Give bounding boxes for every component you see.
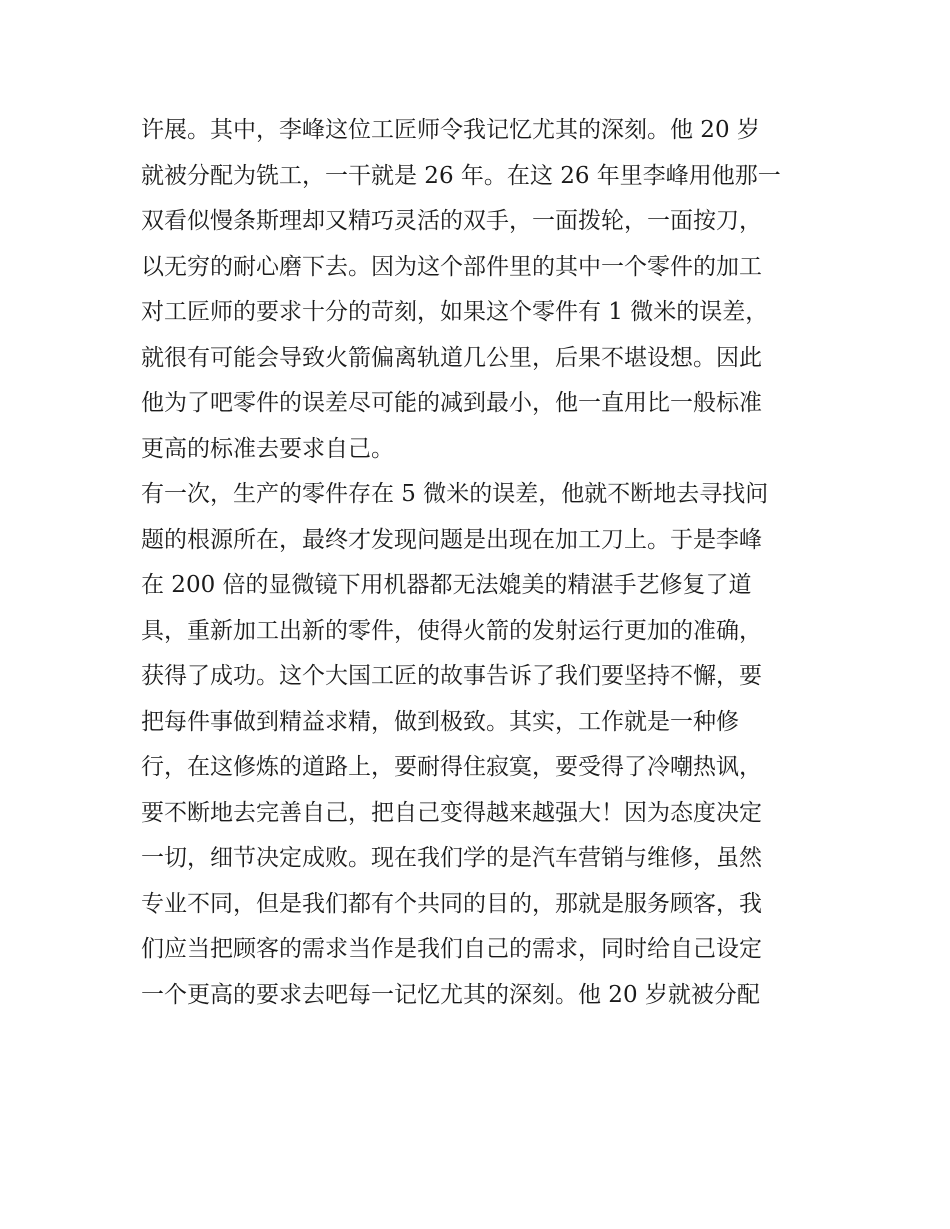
text-line: 一切，细节决定成败。现在我们学的是汽车营销与维修，虽然 [141, 845, 762, 871]
text-line: 他为了吧零件的误差尽可能的减到最小，他一直用比一般标准 [141, 390, 762, 416]
text-line: 们应当把顾客的需求当作是我们自己的需求，同时给自己设定 [141, 936, 762, 962]
text-line: 行，在这修炼的道路上，要耐得住寂寞，要受得了冷嘲热讽， [141, 754, 762, 780]
text-line: 就很有可能会导致火箭偏离轨道几公里，后果不堪设想。因此 [141, 344, 762, 371]
text-line: 许展。其中，李峰这位工匠师令我记忆尤其的深刻。他 20 岁 [141, 117, 760, 143]
text-line: 有一次，生产的零件存在 5 微米的误差，他就不断地去寻找问 [141, 481, 769, 507]
text-line: 就被分配为铣工，一干就是 26 年。在这 26 年里李峰用他那一 [141, 162, 781, 189]
text-line: 一个更高的要求去吧每一记忆尤其的深刻。他 20 岁就被分配 [141, 981, 760, 1008]
text-line: 以无穷的耐心磨下去。因为这个部件里的其中一个零件的加工 [141, 253, 762, 280]
text-line: 对工匠师的要求十分的苛刻，如果这个零件有 1 微米的误差， [141, 299, 769, 325]
body-text [141, 108, 821, 1018]
text-line: 在 200 倍的显微镜下用机器都无法媲美的精湛手艺修复了道 [141, 572, 752, 598]
text-line: 专业不同，但是我们都有个共同的目的，那就是服务顾客，我 [141, 890, 762, 917]
text-line: 题的根源所在，最终才发现问题是出现在加工刀上。于是李峰 [141, 526, 762, 553]
text-line: 把每件事做到精益求精，做到极致。其实，工作就是一种修 [141, 708, 739, 735]
text-line: 获得了成功。这个大国工匠的故事告诉了我们要坚持不懈，要 [141, 663, 762, 689]
text-line: 双看似慢条斯理却又精巧灵活的双手，一面拨轮，一面按刀， [141, 208, 762, 234]
text-line: 要不断地去完善自己，把自己变得越来越强大！因为态度决定 [141, 799, 762, 826]
text-line: 具，重新加工出新的零件，使得火箭的发射运行更加的准确， [141, 617, 762, 644]
text-line: 更高的标准去要求自己。 [141, 435, 394, 462]
